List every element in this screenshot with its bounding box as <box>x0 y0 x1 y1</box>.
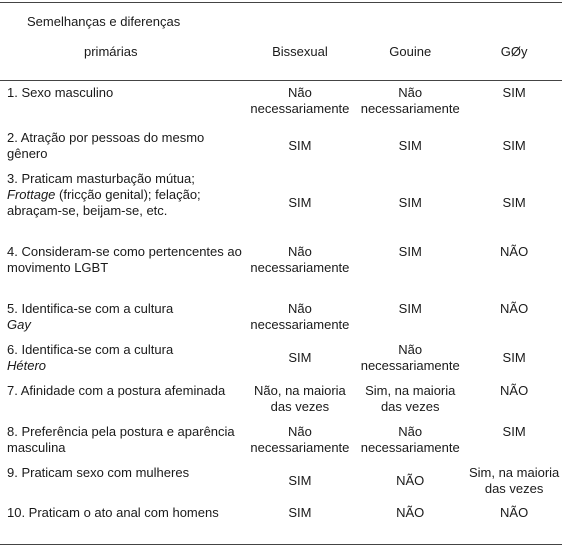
cell-goy: Sim, na maioria das vezes <box>468 464 560 496</box>
cell-bissexual: Não necessariamente <box>250 85 350 116</box>
row-label-emphasis: Hétero <box>7 357 47 373</box>
cell-bissexual: SIM <box>288 195 312 210</box>
cell-goy: NÃO <box>500 243 529 259</box>
row-label-pre: 3. Praticam masturbação mútua; <box>7 170 195 186</box>
header-goy: GØy <box>466 38 562 81</box>
cell-bissexual: Não necessariamente <box>250 423 350 455</box>
table-row <box>0 167 562 240</box>
cell-bissexual: Não, na maioria das vezes <box>254 382 346 414</box>
cell-bissexual: Não necessariamente <box>250 243 350 275</box>
cell-gouine: NÃO <box>396 472 425 488</box>
cell-goy: SIM <box>502 423 526 439</box>
cell-gouine: Sim, na maioria das vezes <box>365 382 456 414</box>
row-label-emphasis: Frottage <box>7 186 56 202</box>
cell-gouine: Não necessariamente <box>360 423 460 455</box>
table-row <box>0 297 562 338</box>
table-row <box>0 240 562 297</box>
row-label-emphasis: Gay <box>7 316 31 332</box>
cell-gouine: Não necessariamente <box>360 85 460 116</box>
cell-goy: NÃO <box>500 382 529 398</box>
cell-goy: SIM <box>502 195 526 210</box>
cell-bissexual: Não necessariamente <box>250 300 350 332</box>
row-label: 4. Consideram-se como pertencentes ao movimento LGBT <box>7 243 242 275</box>
row-label-post: (fricção genital); felação; abraçam-se, beijam-se, etc. <box>7 186 201 218</box>
row-label: 1. Sexo masculino <box>7 85 114 100</box>
cell-goy: SIM <box>502 350 526 365</box>
cell-goy: NÃO <box>466 501 562 545</box>
table-row <box>0 126 562 167</box>
row-label: 2. Atração por pessoas do mesmo gênero <box>7 129 205 161</box>
row-label: 8. Preferência pela postura e aparência masculina <box>7 423 235 455</box>
row-label: 7. Afinidade com a postura afeminada <box>7 382 226 398</box>
cell-gouine: NÃO <box>354 501 466 545</box>
header-row-top <box>0 3 562 39</box>
table-row <box>0 81 562 126</box>
cell-gouine: SIM <box>398 243 422 259</box>
table-row <box>0 461 562 501</box>
row-label-pre: 6. Identifica-se com a cultura <box>7 341 174 357</box>
cell-goy: SIM <box>502 85 526 100</box>
row-label <box>0 297 246 338</box>
row-label <box>0 338 246 379</box>
row-label <box>0 167 246 240</box>
cell-gouine: Não necessariamente <box>360 341 460 373</box>
comparison-table <box>0 2 562 545</box>
table-row <box>0 501 562 545</box>
cell-bissexual: SIM <box>246 501 355 545</box>
table-row <box>0 420 562 461</box>
cell-bissexual: SIM <box>288 472 312 488</box>
header-row <box>0 38 562 81</box>
cell-bissexual: SIM <box>288 138 312 153</box>
header-bissexual: Bissexual <box>246 38 355 81</box>
cell-goy: NÃO <box>500 300 529 316</box>
header-col0-line2: primárias <box>0 38 246 81</box>
cell-goy: SIM <box>502 138 526 153</box>
header-gouine: Gouine <box>354 38 466 81</box>
cell-gouine: SIM <box>398 138 422 153</box>
row-label: 10. Praticam o ato anal com homens <box>0 501 246 545</box>
cell-gouine: SIM <box>398 195 422 210</box>
row-label-pre: 5. Identifica-se com a cultura <box>7 300 174 316</box>
row-label: 9. Praticam sexo com mulheres <box>7 464 190 480</box>
cell-gouine: SIM <box>398 300 422 316</box>
cell-bissexual: SIM <box>288 350 312 365</box>
header-col0-line1: Semelhanças e diferenças <box>27 14 181 29</box>
table-row <box>0 338 562 379</box>
table-row <box>0 379 562 420</box>
